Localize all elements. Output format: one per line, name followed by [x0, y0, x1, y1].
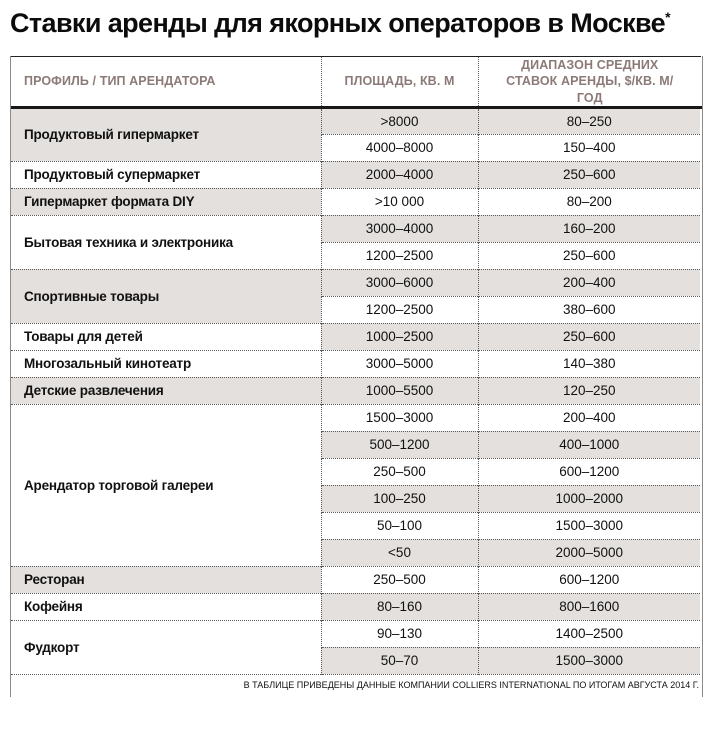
tenant-type-cell: Спортивные товары [11, 269, 321, 323]
rental-rates-infographic [0, 8, 712, 697]
header-area: ПЛОЩАДЬ, КВ. М [321, 57, 478, 108]
rate-range-cell: 80–200 [478, 188, 701, 215]
table-row [11, 404, 701, 431]
rate-range-cell: 120–250 [478, 377, 701, 404]
rate-range-cell: 2000–5000 [478, 539, 701, 566]
header-row [11, 57, 701, 108]
table-row [11, 377, 701, 404]
tenant-type-cell: Товары для детей [11, 323, 321, 350]
rate-range-cell: 600–1200 [478, 566, 701, 593]
rate-range-cell: 1500–3000 [478, 512, 701, 539]
table-row [11, 566, 701, 593]
tenant-type-cell: Кофейня [11, 593, 321, 620]
header-rate-range: ДИАПАЗОН СРЕДНИХ СТАВОК АРЕНДЫ, $/КВ. М/ГОД [478, 57, 701, 108]
area-cell: 80–160 [321, 593, 478, 620]
table-row [11, 269, 701, 296]
rate-range-cell: 400–1000 [478, 431, 701, 458]
rate-range-cell: 150–400 [478, 134, 701, 161]
title-asterisk: * [665, 9, 671, 25]
table-row [11, 161, 701, 188]
rate-range-cell: 200–400 [478, 269, 701, 296]
area-cell: 500–1200 [321, 431, 478, 458]
tenant-type-cell: Фудкорт [11, 620, 321, 674]
rates-table [11, 56, 702, 675]
area-cell: 4000–8000 [321, 134, 478, 161]
table-row [11, 593, 701, 620]
area-cell: 1000–2500 [321, 323, 478, 350]
rate-range-cell: 250–600 [478, 323, 701, 350]
table-row [11, 323, 701, 350]
table-row [11, 188, 701, 215]
header-profile: ПРОФИЛЬ / ТИП АРЕНДАТОРА [11, 57, 321, 108]
rate-range-cell: 1000–2000 [478, 485, 701, 512]
area-cell: 250–500 [321, 566, 478, 593]
area-cell: 1200–2500 [321, 242, 478, 269]
rate-range-cell: 200–400 [478, 404, 701, 431]
source-note: В ТАБЛИЦЕ ПРИВЕДЕНЫ ДАННЫЕ КОМПАНИИ COLLIERS INTERNATIONAL ПО ИТОГАМ АВГУСТА 2014 Г. [243, 679, 699, 690]
area-cell: 50–100 [321, 512, 478, 539]
rates-table-body [11, 107, 701, 674]
table-row [11, 620, 701, 647]
table-row [11, 350, 701, 377]
tenant-type-cell: Детские развлечения [11, 377, 321, 404]
area-cell: 3000–4000 [321, 215, 478, 242]
table-row [11, 107, 701, 134]
area-cell: 250–500 [321, 458, 478, 485]
rate-range-cell: 1400–2500 [478, 620, 701, 647]
area-cell: 3000–6000 [321, 269, 478, 296]
tenant-type-cell: Многозальный кинотеатр [11, 350, 321, 377]
area-cell: 100–250 [321, 485, 478, 512]
rate-range-cell: 380–600 [478, 296, 701, 323]
area-cell: 2000–4000 [321, 161, 478, 188]
rate-range-cell: 800–1600 [478, 593, 701, 620]
rate-range-cell: 250–600 [478, 161, 701, 188]
tenant-type-cell: Ресторан [11, 566, 321, 593]
table-frame [10, 56, 703, 697]
area-cell: 3000–5000 [321, 350, 478, 377]
table-header [11, 57, 701, 108]
rate-range-cell: 600–1200 [478, 458, 701, 485]
table-row [11, 215, 701, 242]
rate-range-cell: 1500–3000 [478, 647, 701, 674]
rate-range-cell: 250–600 [478, 242, 701, 269]
area-cell: >8000 [321, 107, 478, 134]
tenant-type-cell: Бытовая техника и электроника [11, 215, 321, 269]
area-cell: 1500–3000 [321, 404, 478, 431]
rate-range-cell: 160–200 [478, 215, 701, 242]
rate-range-cell: 80–250 [478, 107, 701, 134]
area-cell: 90–130 [321, 620, 478, 647]
tenant-type-cell: Продуктовый гипермаркет [11, 107, 321, 161]
tenant-type-cell: Гипермаркет формата DIY [11, 188, 321, 215]
area-cell: 50–70 [321, 647, 478, 674]
page-title-text: Ставки аренды для якорных операторов в Москве [10, 8, 666, 38]
area-cell: <50 [321, 539, 478, 566]
rate-range-cell: 140–380 [478, 350, 701, 377]
area-cell: 1000–5500 [321, 377, 478, 404]
page-title [10, 8, 712, 39]
area-cell: 1200–2500 [321, 296, 478, 323]
tenant-type-cell: Арендатор торговой галереи [11, 404, 321, 566]
area-cell: >10 000 [321, 188, 478, 215]
tenant-type-cell: Продуктовый супермаркет [11, 161, 321, 188]
